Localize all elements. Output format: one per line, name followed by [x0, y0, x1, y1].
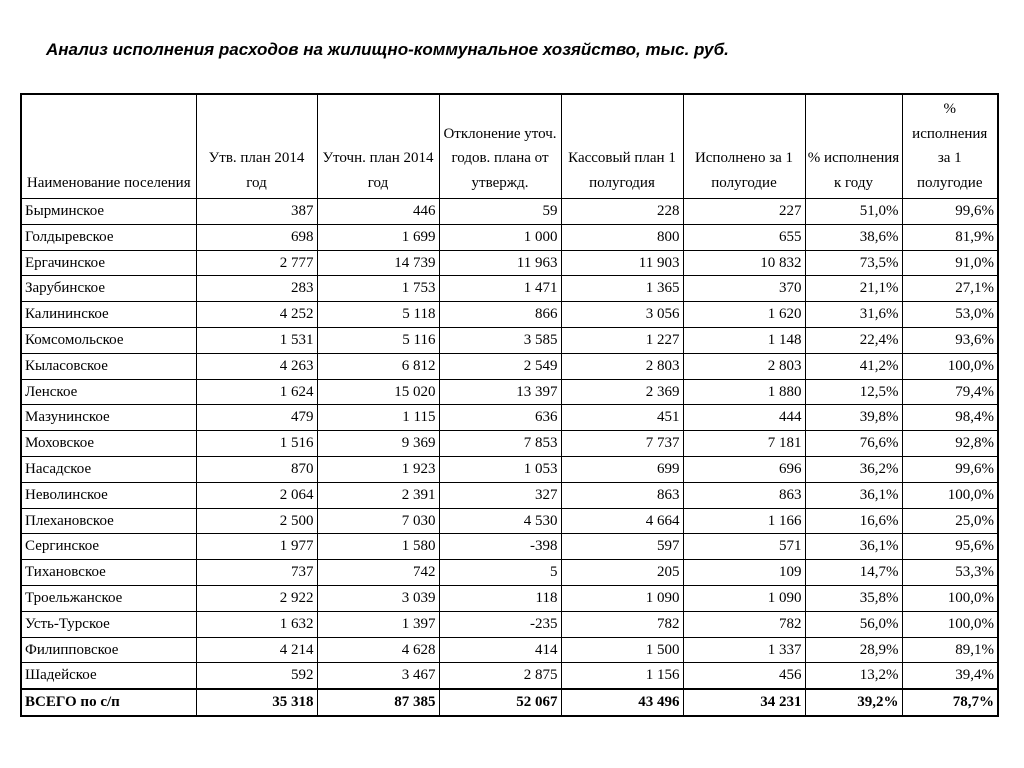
- value-cell: 4 252: [196, 302, 317, 328]
- value-cell: 1 156: [561, 663, 683, 689]
- value-cell: 99,6%: [902, 456, 998, 482]
- value-cell: 56,0%: [805, 611, 902, 637]
- value-cell: 228: [561, 199, 683, 225]
- value-cell: 52 067: [439, 689, 561, 716]
- expenditure-table: [20, 93, 999, 717]
- value-cell: 95,6%: [902, 534, 998, 560]
- table-row: [21, 431, 998, 457]
- value-cell: 13 397: [439, 379, 561, 405]
- value-cell: 4 628: [317, 637, 439, 663]
- table-row: [21, 405, 998, 431]
- value-cell: 12,5%: [805, 379, 902, 405]
- value-cell: 3 056: [561, 302, 683, 328]
- value-cell: 866: [439, 302, 561, 328]
- value-cell: 100,0%: [902, 353, 998, 379]
- value-cell: 25,0%: [902, 508, 998, 534]
- value-cell: 36,1%: [805, 482, 902, 508]
- value-cell: 1 053: [439, 456, 561, 482]
- settlement-name-cell: Шадейское: [21, 663, 196, 689]
- settlement-name-cell: Зарубинское: [21, 276, 196, 302]
- value-cell: 2 922: [196, 585, 317, 611]
- value-cell: 91,0%: [902, 250, 998, 276]
- value-cell: 387: [196, 199, 317, 225]
- value-cell: 2 500: [196, 508, 317, 534]
- value-cell: 21,1%: [805, 276, 902, 302]
- value-cell: 1 580: [317, 534, 439, 560]
- value-cell: 444: [683, 405, 805, 431]
- settlement-name-cell: Плехановское: [21, 508, 196, 534]
- value-cell: 451: [561, 405, 683, 431]
- value-cell: 53,3%: [902, 560, 998, 586]
- value-cell: 36,2%: [805, 456, 902, 482]
- value-cell: -398: [439, 534, 561, 560]
- value-cell: 283: [196, 276, 317, 302]
- value-cell: 16,6%: [805, 508, 902, 534]
- value-cell: 14 739: [317, 250, 439, 276]
- value-cell: 655: [683, 224, 805, 250]
- value-cell: 1 365: [561, 276, 683, 302]
- header-pct-year: % исполнения к году: [805, 94, 902, 199]
- value-cell: 1 090: [683, 585, 805, 611]
- table-row: [21, 302, 998, 328]
- value-cell: 87 385: [317, 689, 439, 716]
- table-row: [21, 353, 998, 379]
- value-cell: 4 214: [196, 637, 317, 663]
- header-settlement: Наименование поселения: [21, 94, 196, 199]
- value-cell: 870: [196, 456, 317, 482]
- value-cell: 4 530: [439, 508, 561, 534]
- value-cell: 2 369: [561, 379, 683, 405]
- value-cell: 39,8%: [805, 405, 902, 431]
- settlement-name-cell: Троельжанское: [21, 585, 196, 611]
- value-cell: 100,0%: [902, 482, 998, 508]
- settlement-name-cell: Неволинское: [21, 482, 196, 508]
- value-cell: 28,9%: [805, 637, 902, 663]
- value-cell: 89,1%: [902, 637, 998, 663]
- table-row: [21, 508, 998, 534]
- value-cell: 7 030: [317, 508, 439, 534]
- settlement-name-cell: Сергинское: [21, 534, 196, 560]
- value-cell: 10 832: [683, 250, 805, 276]
- value-cell: 1 500: [561, 637, 683, 663]
- value-cell: 1 227: [561, 327, 683, 353]
- table-row: [21, 663, 998, 689]
- value-cell: 34 231: [683, 689, 805, 716]
- value-cell: 782: [683, 611, 805, 637]
- header-cash-plan: Кассовый план 1 полугодия: [561, 94, 683, 199]
- value-cell: 14,7%: [805, 560, 902, 586]
- settlement-name-cell: Калининское: [21, 302, 196, 328]
- table-row: [21, 456, 998, 482]
- settlement-name-cell: Голдыревское: [21, 224, 196, 250]
- settlement-name-cell: Филипповское: [21, 637, 196, 663]
- value-cell: 737: [196, 560, 317, 586]
- header-deviation: Отклонение уточ. годов. плана от утвержд.: [439, 94, 561, 199]
- value-cell: 1 148: [683, 327, 805, 353]
- value-cell: 2 803: [683, 353, 805, 379]
- value-cell: 1 397: [317, 611, 439, 637]
- value-cell: 1 977: [196, 534, 317, 560]
- value-cell: 205: [561, 560, 683, 586]
- table-row: [21, 276, 998, 302]
- table-row: [21, 379, 998, 405]
- value-cell: 76,6%: [805, 431, 902, 457]
- value-cell: 39,2%: [805, 689, 902, 716]
- value-cell: 43 496: [561, 689, 683, 716]
- value-cell: 2 064: [196, 482, 317, 508]
- value-cell: -235: [439, 611, 561, 637]
- value-cell: 699: [561, 456, 683, 482]
- settlement-name-cell: Моховское: [21, 431, 196, 457]
- value-cell: 51,0%: [805, 199, 902, 225]
- value-cell: 38,6%: [805, 224, 902, 250]
- value-cell: 81,9%: [902, 224, 998, 250]
- value-cell: 31,6%: [805, 302, 902, 328]
- table-row: [21, 611, 998, 637]
- value-cell: 4 664: [561, 508, 683, 534]
- value-cell: 2 777: [196, 250, 317, 276]
- value-cell: 22,4%: [805, 327, 902, 353]
- table-row: [21, 224, 998, 250]
- value-cell: 36,1%: [805, 534, 902, 560]
- header-executed: Исполнено за 1 полугодие: [683, 94, 805, 199]
- value-cell: 479: [196, 405, 317, 431]
- value-cell: 571: [683, 534, 805, 560]
- value-cell: 11 903: [561, 250, 683, 276]
- value-cell: 800: [561, 224, 683, 250]
- value-cell: 782: [561, 611, 683, 637]
- value-cell: 446: [317, 199, 439, 225]
- table-row: [21, 327, 998, 353]
- total-row: [21, 689, 998, 716]
- table-row: [21, 199, 998, 225]
- settlement-name-cell: Насадское: [21, 456, 196, 482]
- value-cell: 78,7%: [902, 689, 998, 716]
- value-cell: 597: [561, 534, 683, 560]
- value-cell: 863: [683, 482, 805, 508]
- value-cell: 327: [439, 482, 561, 508]
- settlement-name-cell: Ергачинское: [21, 250, 196, 276]
- value-cell: 15 020: [317, 379, 439, 405]
- table-row: [21, 585, 998, 611]
- value-cell: 3 585: [439, 327, 561, 353]
- value-cell: 1 753: [317, 276, 439, 302]
- table-row: [21, 637, 998, 663]
- value-cell: 2 549: [439, 353, 561, 379]
- value-cell: 92,8%: [902, 431, 998, 457]
- value-cell: 118: [439, 585, 561, 611]
- value-cell: 3 467: [317, 663, 439, 689]
- value-cell: 1 115: [317, 405, 439, 431]
- value-cell: 35 318: [196, 689, 317, 716]
- value-cell: 1 531: [196, 327, 317, 353]
- value-cell: 79,4%: [902, 379, 998, 405]
- value-cell: 39,4%: [902, 663, 998, 689]
- table-header: [21, 94, 998, 199]
- value-cell: 4 263: [196, 353, 317, 379]
- value-cell: 1 166: [683, 508, 805, 534]
- value-cell: 98,4%: [902, 405, 998, 431]
- value-cell: 27,1%: [902, 276, 998, 302]
- value-cell: 1 000: [439, 224, 561, 250]
- value-cell: 2 391: [317, 482, 439, 508]
- value-cell: 7 853: [439, 431, 561, 457]
- value-cell: 698: [196, 224, 317, 250]
- value-cell: 73,5%: [805, 250, 902, 276]
- settlement-name-cell: Ленское: [21, 379, 196, 405]
- header-revised-plan: Уточн. план 2014 год: [317, 94, 439, 199]
- value-cell: 5: [439, 560, 561, 586]
- settlement-name-cell: Мазунинское: [21, 405, 196, 431]
- settlement-name-cell: Комсомольское: [21, 327, 196, 353]
- table-row: [21, 534, 998, 560]
- value-cell: 6 812: [317, 353, 439, 379]
- header-approved-plan: Утв. план 2014 год: [196, 94, 317, 199]
- value-cell: 9 369: [317, 431, 439, 457]
- table-body: [21, 199, 998, 716]
- settlement-name-cell: Кыласовское: [21, 353, 196, 379]
- table-row: [21, 250, 998, 276]
- table-row: [21, 560, 998, 586]
- value-cell: 1 337: [683, 637, 805, 663]
- settlement-name-cell: Усть-Турское: [21, 611, 196, 637]
- settlement-name-cell: Тихановское: [21, 560, 196, 586]
- value-cell: 1 923: [317, 456, 439, 482]
- value-cell: 2 875: [439, 663, 561, 689]
- header-pct-half: % исполнения за 1 полугодие: [902, 94, 998, 199]
- table-row: [21, 482, 998, 508]
- value-cell: 53,0%: [902, 302, 998, 328]
- settlement-name-cell: ВСЕГО по с/п: [21, 689, 196, 716]
- value-cell: 41,2%: [805, 353, 902, 379]
- value-cell: 100,0%: [902, 611, 998, 637]
- value-cell: 227: [683, 199, 805, 225]
- value-cell: 1 516: [196, 431, 317, 457]
- settlement-name-cell: Бырминское: [21, 199, 196, 225]
- value-cell: 100,0%: [902, 585, 998, 611]
- value-cell: 11 963: [439, 250, 561, 276]
- header-row: [21, 94, 998, 199]
- value-cell: 59: [439, 199, 561, 225]
- value-cell: 93,6%: [902, 327, 998, 353]
- value-cell: 2 803: [561, 353, 683, 379]
- value-cell: 863: [561, 482, 683, 508]
- value-cell: 109: [683, 560, 805, 586]
- value-cell: 7 181: [683, 431, 805, 457]
- value-cell: 1 880: [683, 379, 805, 405]
- value-cell: 1 471: [439, 276, 561, 302]
- value-cell: 5 118: [317, 302, 439, 328]
- value-cell: 5 116: [317, 327, 439, 353]
- value-cell: 1 624: [196, 379, 317, 405]
- page-title: Анализ исполнения расходов на жилищно-коммунальное хозяйство, тыс. руб.: [46, 40, 729, 59]
- value-cell: 7 737: [561, 431, 683, 457]
- value-cell: 696: [683, 456, 805, 482]
- value-cell: 3 039: [317, 585, 439, 611]
- value-cell: 35,8%: [805, 585, 902, 611]
- value-cell: 1 090: [561, 585, 683, 611]
- value-cell: 99,6%: [902, 199, 998, 225]
- value-cell: 1 620: [683, 302, 805, 328]
- value-cell: 1 699: [317, 224, 439, 250]
- value-cell: 592: [196, 663, 317, 689]
- value-cell: 456: [683, 663, 805, 689]
- value-cell: 414: [439, 637, 561, 663]
- value-cell: 370: [683, 276, 805, 302]
- value-cell: 742: [317, 560, 439, 586]
- value-cell: 636: [439, 405, 561, 431]
- value-cell: 13,2%: [805, 663, 902, 689]
- value-cell: 1 632: [196, 611, 317, 637]
